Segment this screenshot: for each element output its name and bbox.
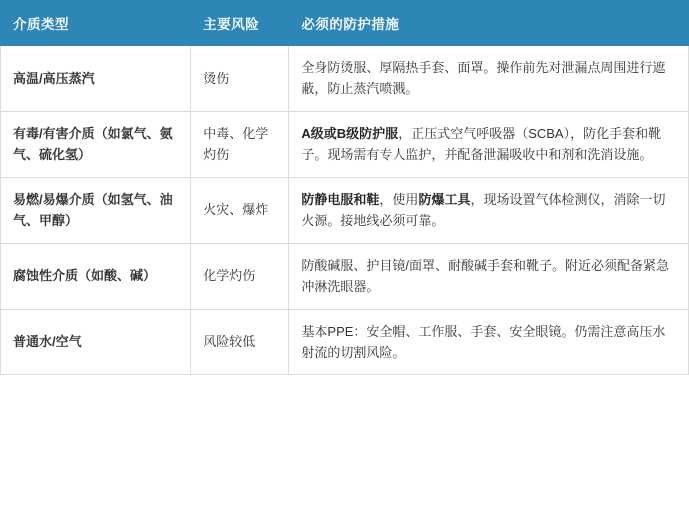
- cell-main-risk: 中毒、化学灼伤: [191, 111, 289, 177]
- table-header: [1, 1, 689, 46]
- cell-required-measures: [289, 46, 689, 112]
- table-row: [1, 111, 689, 177]
- cell-main-risk: 烫伤: [191, 46, 289, 112]
- table-body: [1, 46, 689, 375]
- measure-emphasis: 防爆工具: [418, 191, 471, 207]
- table-row: [1, 177, 689, 243]
- cell-required-measures: [289, 111, 689, 177]
- cell-media-type: 易燃/易爆介质（如氢气、油气、甲醇）: [1, 177, 191, 243]
- column-header-main-risk: 主要风险: [191, 1, 289, 46]
- measure-text: 全身防烫服、厚隔热手套、面罩。操作前先对泄漏点周围进行遮蔽，防止蒸汽喷溅。: [301, 60, 666, 97]
- column-header-required-measures: 必须的防护措施: [289, 1, 689, 46]
- cell-main-risk: 化学灼伤: [191, 243, 289, 309]
- cell-required-measures: [289, 243, 689, 309]
- measure-text: 基本PPE：安全帽、工作服、手套、安全眼镜。仍需注意高压水射流的切割风险。: [301, 323, 666, 360]
- cell-media-type: 高温/高压蒸汽: [1, 46, 191, 112]
- measure-text: 防酸碱服、护目镜/面罩、耐酸碱手套和靴子。附近必须配备紧急冲淋洗眼器。: [301, 257, 670, 295]
- cell-media-type: 有毒/有害介质（如氯气、氨气、硫化氢）: [1, 111, 191, 177]
- cell-media-type: 普通水/空气: [1, 309, 191, 375]
- cell-media-type: 腐蚀性介质（如酸、碱）: [1, 243, 191, 309]
- measure-text: ，使用: [379, 191, 419, 207]
- cell-required-measures: [289, 309, 689, 375]
- table-header-row: [1, 1, 689, 46]
- measure-emphasis: 防静电服和鞋: [301, 191, 380, 207]
- cell-main-risk: 风险较低: [191, 309, 289, 375]
- measure-emphasis: A级或B级防护服: [301, 125, 399, 141]
- cell-required-measures: [289, 177, 689, 243]
- table-row: [1, 309, 689, 375]
- measure-text: ，正压式空气呼吸器（SCBA），防化手套和靴子。现场需有专人监护，并配备泄漏吸收中和剂和洗消设施。: [301, 125, 662, 163]
- table-row: [1, 46, 689, 112]
- table-row: [1, 243, 689, 309]
- measure-text: ，现场设置气体检测仪，消除一切火源。接地线必须可靠。: [301, 191, 666, 229]
- cell-main-risk: 火灾、爆炸: [191, 177, 289, 243]
- column-header-media-type: 介质类型: [1, 1, 191, 46]
